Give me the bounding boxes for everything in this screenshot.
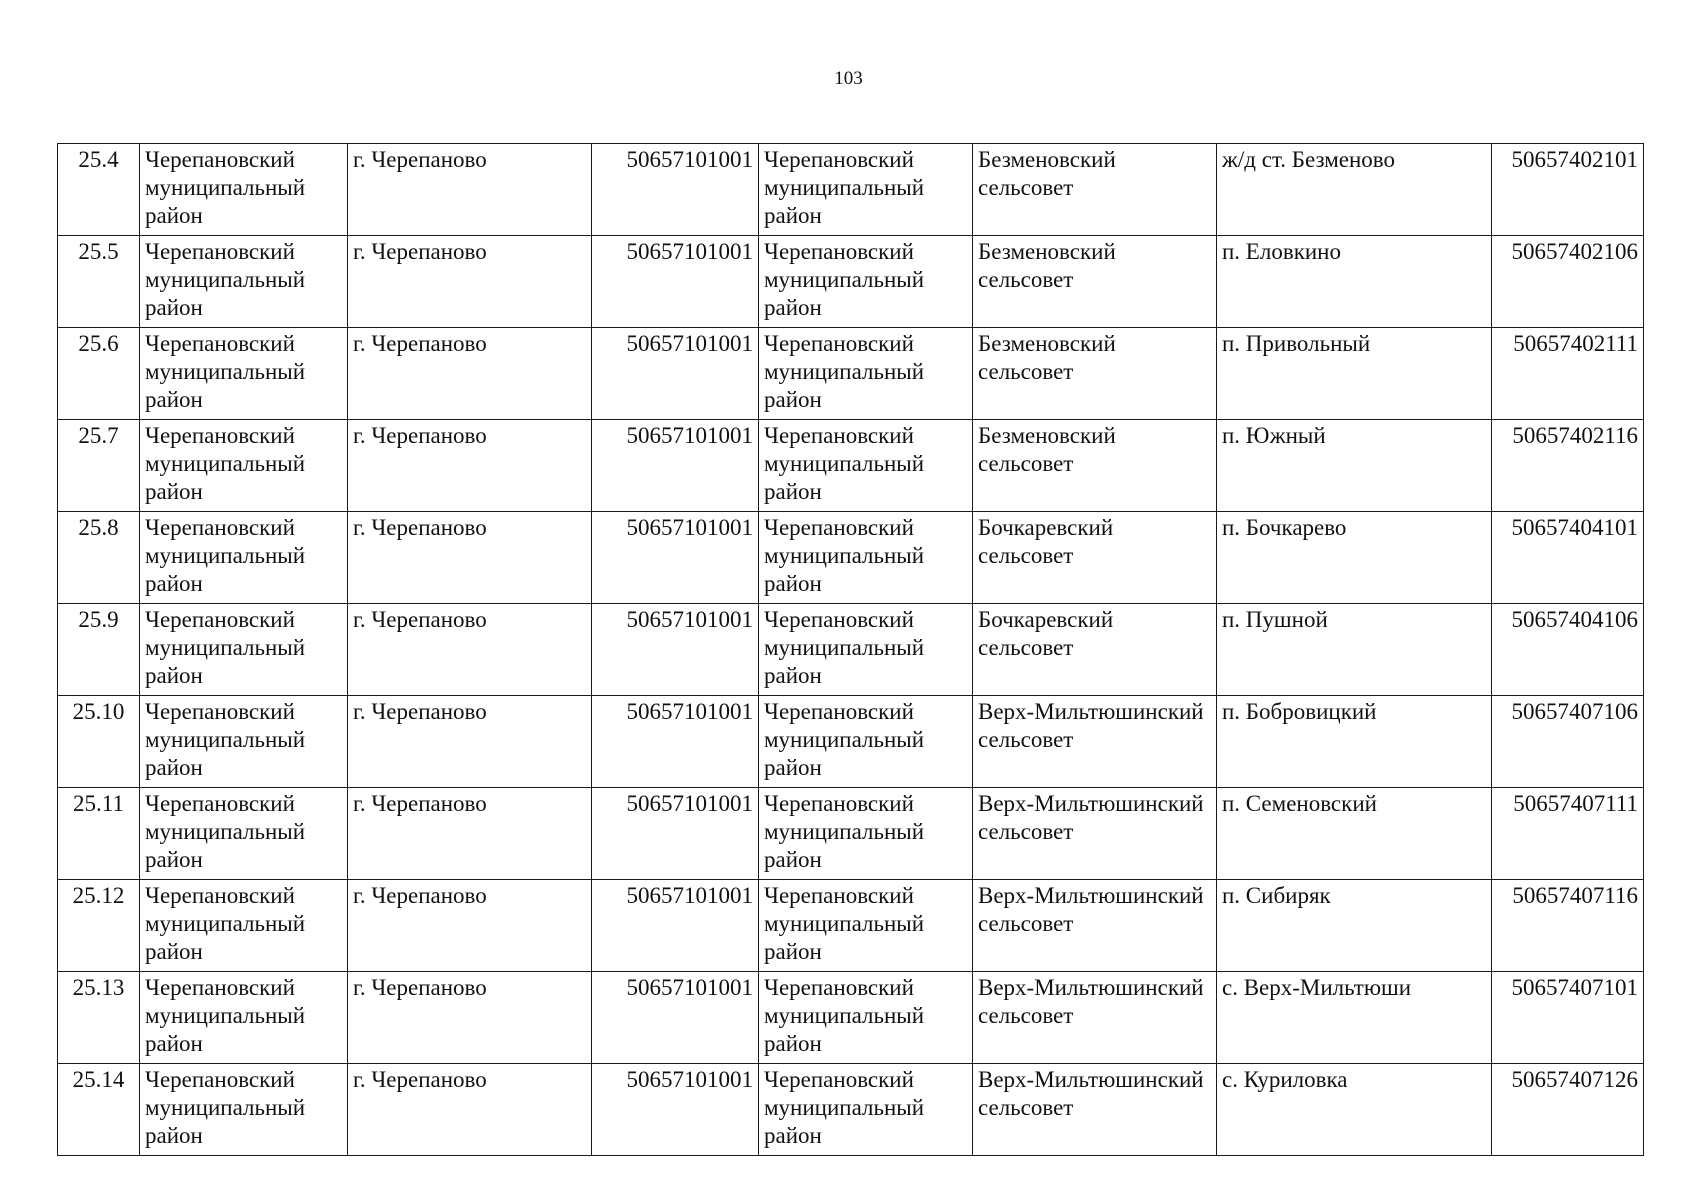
table-body (58, 144, 1644, 1156)
settlement-code-cell: 50657407116 (1492, 880, 1644, 972)
city-cell: г. Черепаново (348, 788, 592, 880)
row-number: 25.8 (58, 512, 140, 604)
table-row (58, 420, 1644, 512)
row-number: 25.14 (58, 1064, 140, 1156)
city-code-cell: 50657101001 (592, 512, 759, 604)
city-code-cell: 50657101001 (592, 972, 759, 1064)
council-cell: Верх-Мильтюшинский сельсовет (973, 696, 1217, 788)
row-number: 25.13 (58, 972, 140, 1064)
settlement-code-cell: 50657402106 (1492, 236, 1644, 328)
municipality-cell: Черепановский муниципальный район (759, 328, 973, 420)
council-cell: Бочкаревский сельсовет (973, 604, 1217, 696)
row-number: 25.12 (58, 880, 140, 972)
municipality-cell: Черепановский муниципальный район (759, 788, 973, 880)
city-code-cell: 50657101001 (592, 696, 759, 788)
table-row (58, 512, 1644, 604)
municipality-cell: Черепановский муниципальный район (759, 144, 973, 236)
municipality-cell: Черепановский муниципальный район (759, 236, 973, 328)
city-code-cell: 50657101001 (592, 328, 759, 420)
city-cell: г. Черепаново (348, 328, 592, 420)
city-cell: г. Черепаново (348, 696, 592, 788)
row-number: 25.6 (58, 328, 140, 420)
table-row (58, 144, 1644, 236)
district-cell: Черепановский муниципальный район (140, 1064, 348, 1156)
municipality-cell: Черепановский муниципальный район (759, 1064, 973, 1156)
table-row (58, 1064, 1644, 1156)
settlement-code-cell: 50657407106 (1492, 696, 1644, 788)
settlement-code-cell: 50657402111 (1492, 328, 1644, 420)
council-cell: Безменовский сельсовет (973, 236, 1217, 328)
settlement-code-cell: 50657404101 (1492, 512, 1644, 604)
district-cell: Черепановский муниципальный район (140, 696, 348, 788)
city-cell: г. Черепаново (348, 512, 592, 604)
district-cell: Черепановский муниципальный район (140, 328, 348, 420)
municipality-cell: Черепановский муниципальный район (759, 880, 973, 972)
district-cell: Черепановский муниципальный район (140, 512, 348, 604)
settlement-cell: п. Южный (1217, 420, 1492, 512)
row-number: 25.7 (58, 420, 140, 512)
city-cell: г. Черепаново (348, 420, 592, 512)
settlement-cell: с. Куриловка (1217, 1064, 1492, 1156)
table-row (58, 236, 1644, 328)
table-row (58, 696, 1644, 788)
city-code-cell: 50657101001 (592, 236, 759, 328)
row-number: 25.5 (58, 236, 140, 328)
municipality-cell: Черепановский муниципальный район (759, 696, 973, 788)
settlement-cell: п. Еловкино (1217, 236, 1492, 328)
council-cell: Безменовский сельсовет (973, 144, 1217, 236)
table-row (58, 788, 1644, 880)
council-cell: Верх-Мильтюшинский сельсовет (973, 788, 1217, 880)
settlement-code-cell: 50657407111 (1492, 788, 1644, 880)
table-row (58, 972, 1644, 1064)
city-code-cell: 50657101001 (592, 880, 759, 972)
settlement-code-cell: 50657404106 (1492, 604, 1644, 696)
district-cell: Черепановский муниципальный район (140, 880, 348, 972)
settlement-code-cell: 50657407101 (1492, 972, 1644, 1064)
settlements-table (57, 143, 1644, 1156)
city-cell: г. Черепаново (348, 1064, 592, 1156)
district-cell: Черепановский муниципальный район (140, 144, 348, 236)
city-cell: г. Черепаново (348, 144, 592, 236)
city-code-cell: 50657101001 (592, 788, 759, 880)
settlement-cell: п. Привольный (1217, 328, 1492, 420)
council-cell: Верх-Мильтюшинский сельсовет (973, 1064, 1217, 1156)
settlement-cell: п. Пушной (1217, 604, 1492, 696)
district-cell: Черепановский муниципальный район (140, 420, 348, 512)
city-code-cell: 50657101001 (592, 144, 759, 236)
city-cell: г. Черепаново (348, 880, 592, 972)
district-cell: Черепановский муниципальный район (140, 236, 348, 328)
settlement-cell: ж/д ст. Безменово (1217, 144, 1492, 236)
city-cell: г. Черепаново (348, 236, 592, 328)
city-code-cell: 50657101001 (592, 420, 759, 512)
city-code-cell: 50657101001 (592, 1064, 759, 1156)
row-number: 25.9 (58, 604, 140, 696)
district-cell: Черепановский муниципальный район (140, 788, 348, 880)
page-number: 103 (834, 68, 863, 89)
row-number: 25.4 (58, 144, 140, 236)
settlement-code-cell: 50657402101 (1492, 144, 1644, 236)
settlement-cell: п. Бочкарево (1217, 512, 1492, 604)
row-number: 25.10 (58, 696, 140, 788)
municipality-cell: Черепановский муниципальный район (759, 512, 973, 604)
municipality-cell: Черепановский муниципальный район (759, 420, 973, 512)
settlement-cell: с. Верх-Мильтюши (1217, 972, 1492, 1064)
settlement-cell: п. Бобровицкий (1217, 696, 1492, 788)
city-cell: г. Черепаново (348, 604, 592, 696)
table-row (58, 604, 1644, 696)
municipality-cell: Черепановский муниципальный район (759, 972, 973, 1064)
row-number: 25.11 (58, 788, 140, 880)
table-row (58, 328, 1644, 420)
council-cell: Безменовский сельсовет (973, 328, 1217, 420)
council-cell: Бочкаревский сельсовет (973, 512, 1217, 604)
settlement-cell: п. Семеновский (1217, 788, 1492, 880)
city-code-cell: 50657101001 (592, 604, 759, 696)
district-cell: Черепановский муниципальный район (140, 604, 348, 696)
municipality-cell: Черепановский муниципальный район (759, 604, 973, 696)
table-row (58, 880, 1644, 972)
council-cell: Безменовский сельсовет (973, 420, 1217, 512)
council-cell: Верх-Мильтюшинский сельсовет (973, 880, 1217, 972)
settlement-code-cell: 50657407126 (1492, 1064, 1644, 1156)
settlement-cell: п. Сибиряк (1217, 880, 1492, 972)
council-cell: Верх-Мильтюшинский сельсовет (973, 972, 1217, 1064)
district-cell: Черепановский муниципальный район (140, 972, 348, 1064)
city-cell: г. Черепаново (348, 972, 592, 1064)
settlement-code-cell: 50657402116 (1492, 420, 1644, 512)
